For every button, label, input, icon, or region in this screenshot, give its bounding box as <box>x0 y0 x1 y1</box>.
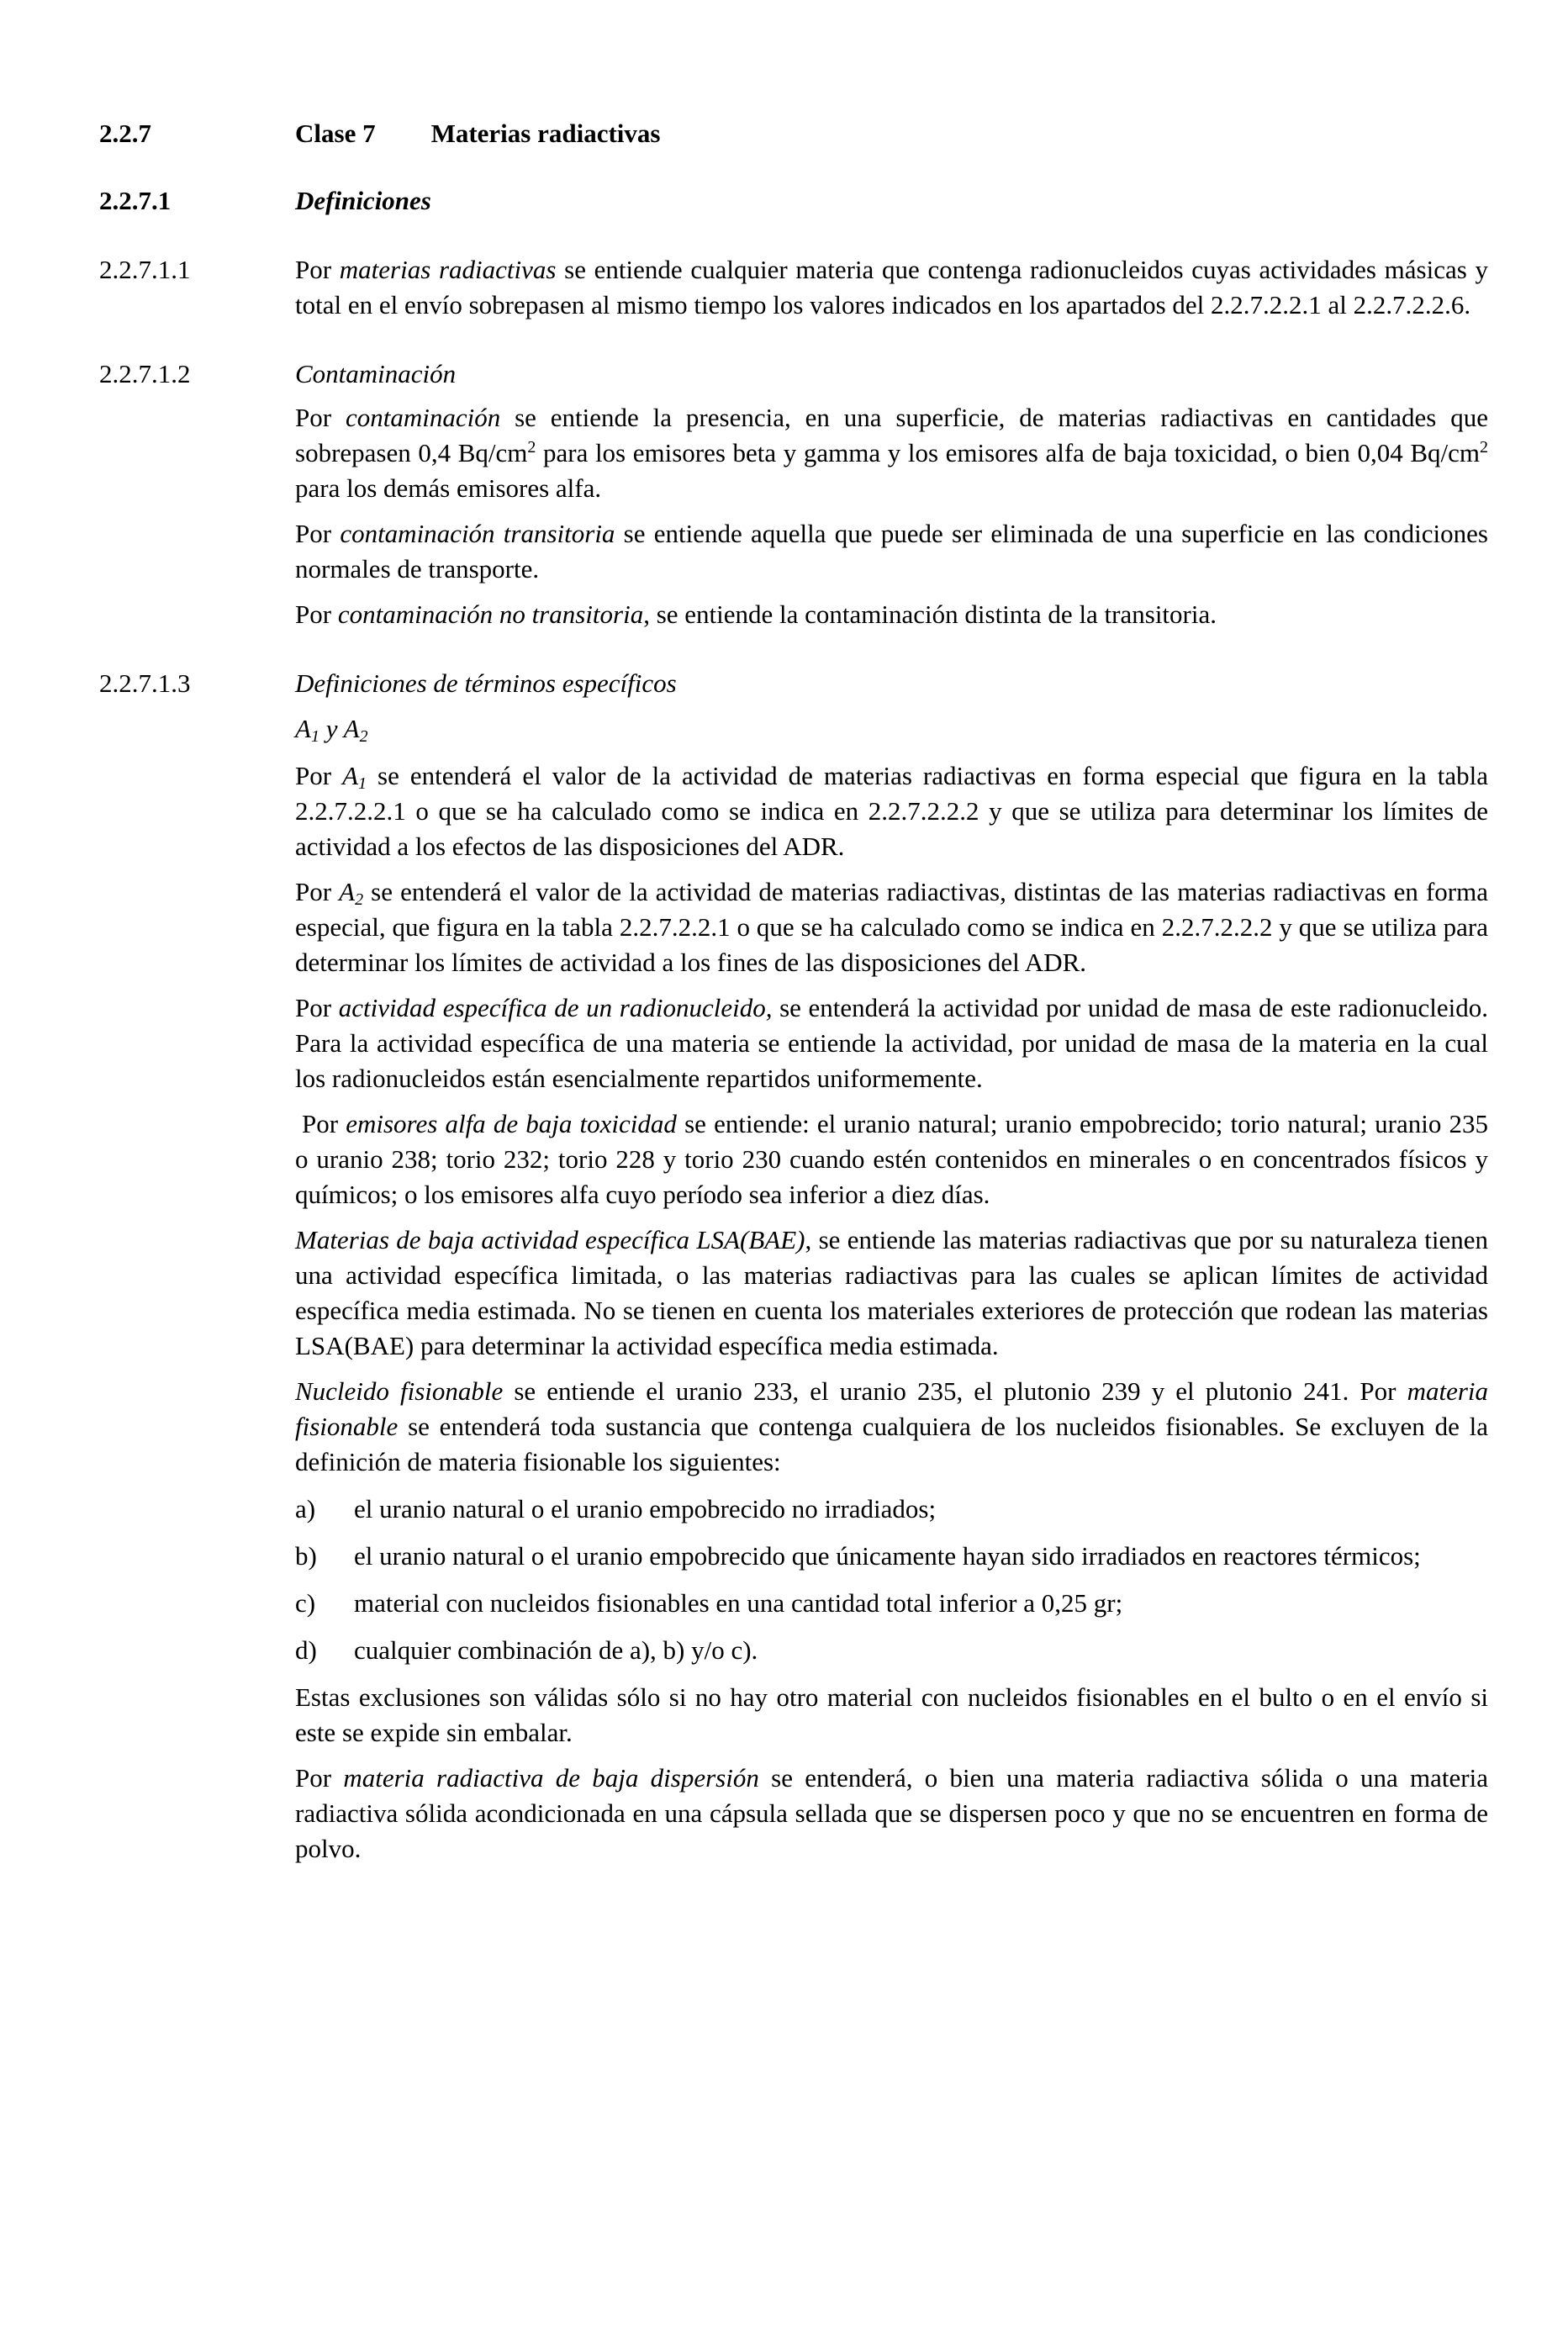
list-item: c) material con nucleidos fisionables en una cantidad total inferior a 0,25 gr; <box>295 1588 1123 1618</box>
paragraph-2-2-7-1-3 <box>99 666 1488 701</box>
paragraph-title: Contaminación <box>295 359 457 388</box>
subsection-number: 2.2.7.1 <box>99 186 172 215</box>
exclusions-note: Estas exclusiones son válidas sólo si no hay otro material con nucleidos fisionables en el bulto o en el envío si este se expide sin embalar. <box>295 1682 1488 1747</box>
section-heading <box>99 116 1488 151</box>
a2-definition: Por $A_2$ se entenderá el valor de la actividad de materias radiactivas, distintas de las materias radiactivas en forma especial, que figura en la tabla 2.2.7.2.2.1 o que se ha calculado como se indica en 2.2.7.2.2.2 y que se utiliza para determinar los límites de actividad a los fines de las disposiciones del ADR. <box>295 877 1488 977</box>
section-number: 2.2.7 <box>99 119 151 148</box>
lsa-definition: Materias de baja actividad específica LSA(BAE), se entiende las materias radiactivas que por su naturaleza tienen una actividad específica limitada, o las materias radiactivas para las cuales se aplican límites de actividad específica media estimada. No se tienen en cuenta los materiales exteriores de protección que rodean las materias LSA(BAE) para determinar la actividad específica media estimada. <box>295 1225 1488 1360</box>
subsection-heading <box>99 183 1488 219</box>
section-class-label: Clase 7 <box>295 119 376 148</box>
defined-term: materias radiactivas <box>339 255 557 284</box>
contaminacion-transitoria-definition: Por contaminación transitoria se entiende aquella que puede ser eliminada de una superficie en las condiciones normales de transporte. <box>295 519 1488 584</box>
actividad-especifica-definition: Por actividad específica de un radionucleido, se entenderá la actividad por unidad de masa de este radionucleido. Para la actividad específica de una materia se entiende la actividad, por unidad de masa de la materia en la cual los radionucleidos están esencialmente repartidos uniformemente. <box>295 993 1488 1093</box>
subsection-title: Definiciones <box>295 186 431 215</box>
list-item: d) cualquier combinación de a), b) y/o c). <box>295 1635 758 1665</box>
section-title: Materias radiactivas <box>430 119 661 148</box>
exclusions-list <box>295 1492 1488 1668</box>
paragraph-2-2-7-1-2 <box>99 356 1488 392</box>
document-page <box>99 116 1488 1867</box>
contaminacion-no-transitoria-definition: Por contaminación no transitoria, se entiende la contaminación distinta de la transitoria. <box>295 599 1217 629</box>
emisores-alfa-definition: Por emisores alfa de baja toxicidad se entiende: el uranio natural; uranio empobrecido; torio natural; uranio 235 o uranio 238; torio 232; torio 228 y torio 230 cuando estén contenidos en minerales o en concentrados físicos y químicos; o los emisores alfa cuyo período sea inferior a diez días. <box>295 1109 1488 1209</box>
paragraph-title: Definiciones de términos específicos <box>295 668 677 698</box>
a1-definition: Por $A_1$ se entenderá el valor de la actividad de materias radiactivas en forma especial que figura en la tabla 2.2.7.2.2.1 o que se ha calculado como se indica en 2.2.7.2.2.2 y que se utiliza para determinar los límites de actividad a los efectos de las disposiciones del ADR. <box>295 761 1488 861</box>
baja-dispersion-definition: Por materia radiactiva de baja dispersión se entenderá, o bien una materia radiactiva sólida o una materia radiactiva sólida acondicionada en una cápsula sellada que se dispersen poco y que no se encuentren en forma de polvo. <box>295 1763 1488 1863</box>
contaminacion-definition: Por contaminación se entiende la presencia, en una superficie, de materias radiactivas en cantidades que sobrepasen 0,4 $Bq/cm^2$ para los emisores beta y gamma y los emisores alfa de baja toxicidad, o bien 0,04 $Bq/cm^2$ para los demás emisores alfa. <box>295 403 1489 503</box>
paragraph-number: 2.2.7.1.2 <box>99 359 191 388</box>
list-item: b) el uranio natural o el uranio empobrecido que únicamente hayan sido irradiados en reactores térmicos; <box>295 1541 1421 1571</box>
paragraph-number: 2.2.7.1.1 <box>99 255 191 284</box>
nucleido-fisionable-definition: Nucleido fisionable se entiende el uranio 233, el uranio 235, el plutonio 239 y el plutonio 241. Por materia fisionable se entenderá toda sustancia que contenga cualquiera de los nucleidos fisionables. Se excluyen de la definición de materia fisionable los siguientes: <box>295 1376 1488 1476</box>
list-item: a) el uranio natural o el uranio empobrecido no irradiados; <box>295 1494 937 1523</box>
a1-a2-heading: $A_1$ y $A_2$ <box>295 714 368 746</box>
paragraph-text: Por materias radiactivas se entiende cualquier materia que contenga radionucleidos cuyas actividades másicas y total en el envío sobrepasen al mismo tiempo los valores indicados en los apartados del 2.2.7.2.2.1 al 2.2.7.2.2.6. <box>295 255 1488 319</box>
paragraph-2-2-7-1-1 <box>99 252 1488 323</box>
paragraph-number: 2.2.7.1.3 <box>99 668 191 698</box>
